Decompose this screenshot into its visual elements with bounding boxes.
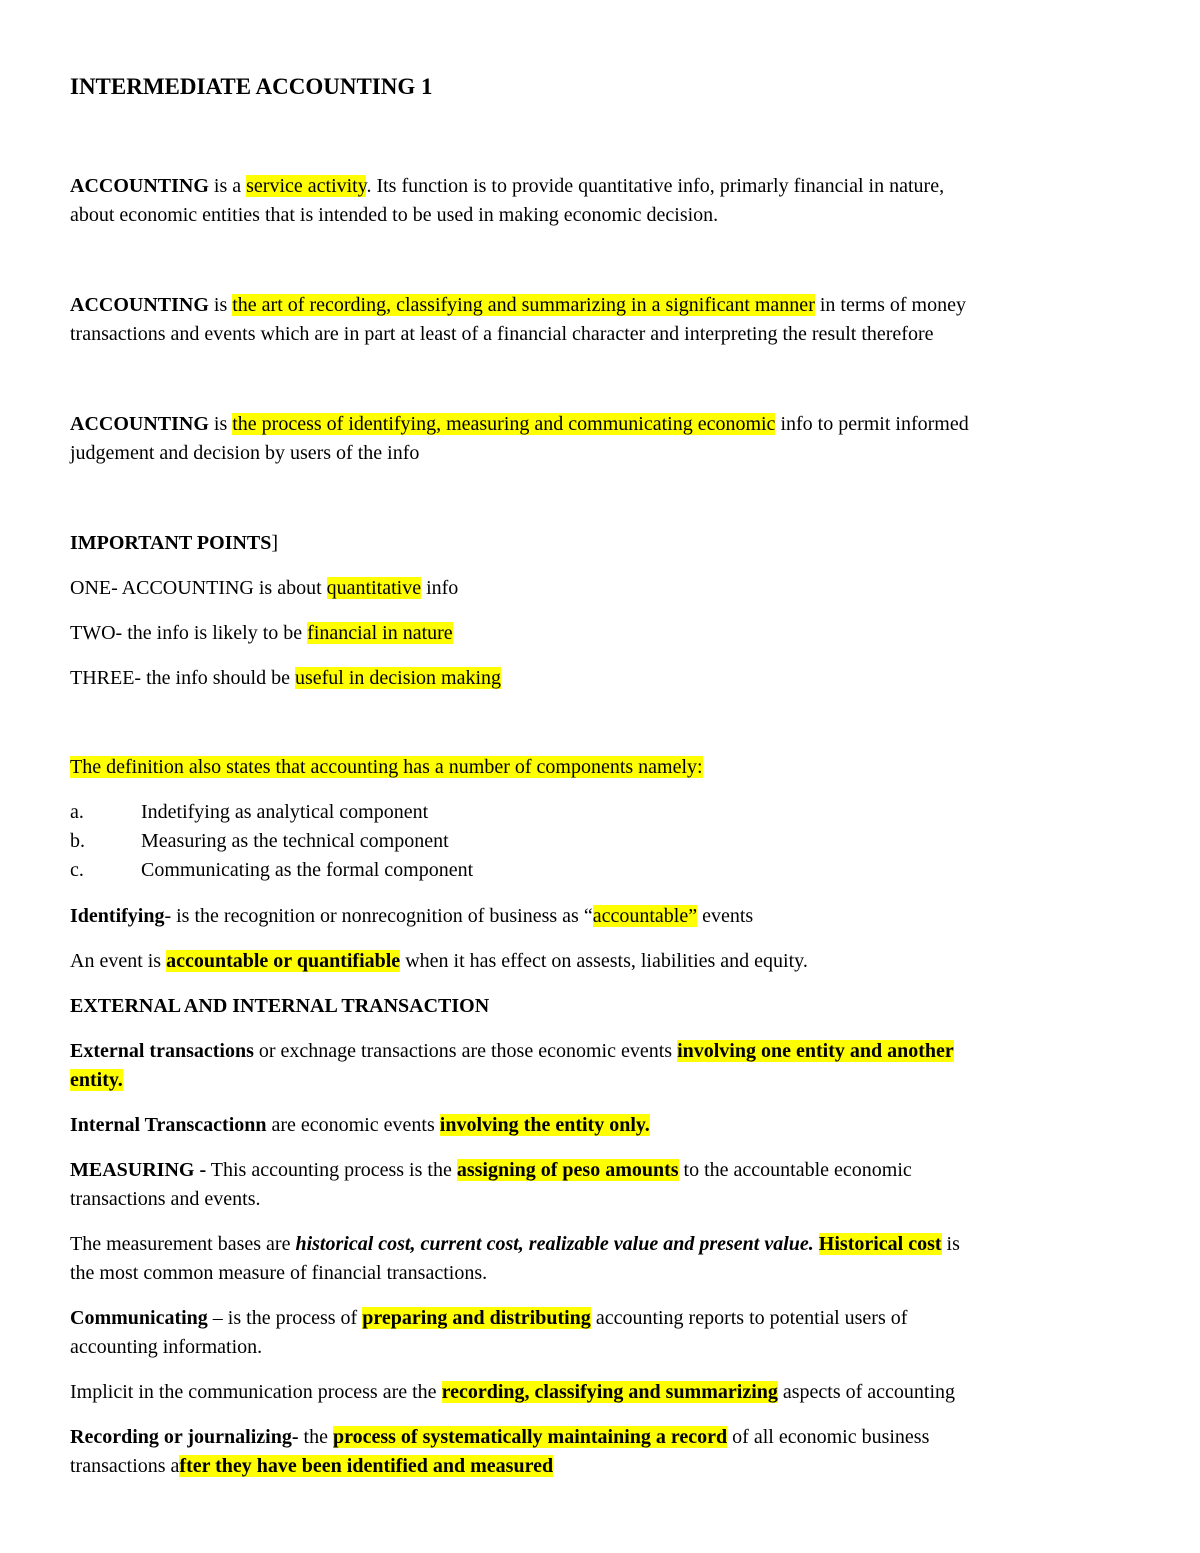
text: the: [298, 1426, 333, 1448]
text: to the accountable economic: [678, 1159, 912, 1181]
important-point-1: [70, 574, 458, 603]
text: is a: [208, 175, 247, 197]
text: or exchnage transactions are those economic events: [253, 1040, 678, 1062]
text: Implicit in the communication process are the: [70, 1381, 442, 1403]
implicit-line: [70, 1378, 955, 1407]
text: info: [421, 577, 459, 599]
highlighted-text: assigning of peso amounts: [456, 1159, 679, 1181]
important-points-heading: [70, 529, 278, 558]
recording-line-2: [70, 1452, 553, 1481]
term: ACCOUNTING: [70, 294, 209, 316]
highlighted-text: service activity: [246, 175, 367, 197]
internal-transactions: [70, 1111, 650, 1140]
text: An event is: [70, 950, 167, 972]
term: Recording or journalizing-: [70, 1426, 299, 1448]
text: – is the process of: [207, 1307, 363, 1329]
document-title: INTERMEDIATE ACCOUNTING 1: [70, 74, 433, 99]
term: External transactions: [70, 1040, 254, 1062]
heading: EXTERNAL AND INTERNAL TRANSACTION: [70, 995, 490, 1017]
measurement-bases-line-1: [70, 1230, 960, 1259]
text: TWO- the info is likely to be: [70, 622, 308, 644]
identifying-definition: [70, 902, 753, 931]
text: THREE- the info should be: [70, 667, 295, 689]
highlighted-text: quantitative: [326, 577, 422, 599]
text: of all economic business: [727, 1426, 930, 1448]
text: transactions a: [70, 1455, 180, 1477]
highlighted-text: The definition also states that accounting has a number of components namely:: [70, 756, 703, 778]
component-item-c: [70, 856, 473, 885]
term: Communicating: [70, 1307, 208, 1329]
definition-1-line-2: about economic entities that is intended to be used in making economic decision.: [70, 204, 719, 226]
highlighted-text: useful in decision making: [294, 667, 502, 689]
term: Identifying: [70, 905, 165, 927]
components-intro: [70, 753, 703, 782]
definition-3-line-2: judgement and decision by users of the info: [70, 442, 420, 464]
communicating-line-1: [70, 1304, 907, 1333]
measuring-line-1: [70, 1156, 912, 1185]
text: is: [941, 1233, 960, 1255]
important-point-3: [70, 664, 501, 693]
definition-3-line-1: [70, 410, 969, 439]
definition-2-line-1: [70, 291, 966, 320]
recording-line-1: [70, 1423, 929, 1452]
highlighted-text: the art of recording, classifying and summarizing in a significant manner: [232, 294, 815, 316]
text: aspects of accounting: [777, 1381, 956, 1403]
highlighted-text: fter they have been identified and measured: [179, 1455, 554, 1477]
text: are economic events: [266, 1114, 440, 1136]
definition-1-line-1: [70, 172, 944, 201]
heading: IMPORTANT POINTS: [70, 532, 272, 554]
bracket: ]: [271, 532, 279, 554]
text: ONE- ACCOUNTING is about: [70, 577, 327, 599]
important-point-2: [70, 619, 453, 648]
term: Internal Transcactionn: [70, 1114, 267, 1136]
list-marker: b.: [70, 830, 85, 852]
text: when it has effect on assests, liabilities and equity.: [400, 950, 808, 972]
italic-text: historical cost, current cost, realizable value and present value.: [295, 1233, 814, 1255]
text: is: [208, 294, 233, 316]
highlighted-text: accountable”: [592, 905, 698, 927]
text: accounting reports to potential users of: [590, 1307, 908, 1329]
component-item-b: [70, 827, 449, 856]
event-definition: [70, 947, 808, 976]
list-item-text: Measuring as the technical component: [141, 830, 449, 852]
list-marker: c.: [70, 859, 84, 881]
highlighted-text: financial in nature: [307, 622, 453, 644]
term: ACCOUNTING: [70, 413, 209, 435]
text: - is the recognition or nonrecognition of business as “: [164, 905, 593, 927]
highlighted-text: entity.: [70, 1069, 123, 1091]
text: events: [697, 905, 754, 927]
external-transactions-line-1: [70, 1037, 954, 1066]
external-transactions-line-2: [70, 1066, 123, 1095]
text: info to permit informed: [775, 413, 969, 435]
highlighted-text: involving the entity only.: [439, 1114, 650, 1136]
text: . Its function is to provide quantitative info, primarly financial in nature,: [366, 175, 945, 197]
highlighted-text: process of systematically maintaining a record: [332, 1426, 728, 1448]
list-item-text: Indetifying as analytical component: [141, 801, 429, 823]
measurement-bases-line-2: the most common measure of financial transactions.: [70, 1262, 488, 1284]
definition-2-line-2: transactions and events which are in part at least of a financial character and interpreting the result therefore: [70, 323, 934, 345]
highlighted-text: recording, classifying and summarizing: [441, 1381, 778, 1403]
highlighted-text: involving one entity and another: [677, 1040, 954, 1062]
text: in terms of money: [814, 294, 966, 316]
communicating-line-2: accounting information.: [70, 1336, 263, 1358]
highlighted-text: Historical cost: [818, 1233, 942, 1255]
text: This accounting process is the: [206, 1159, 457, 1181]
component-item-a: [70, 798, 428, 827]
measuring-line-2: transactions and events.: [70, 1188, 261, 1210]
list-item-text: Communicating as the formal component: [141, 859, 474, 881]
highlighted-text: the process of identifying, measuring and communicating economic: [232, 413, 776, 435]
external-internal-heading: [70, 992, 489, 1021]
highlighted-text: accountable or quantifiable: [166, 950, 401, 972]
highlighted-text: preparing and distributing: [362, 1307, 591, 1329]
text: is: [208, 413, 233, 435]
text: The measurement bases are: [70, 1233, 296, 1255]
term: ACCOUNTING: [70, 175, 209, 197]
term: MEASURING -: [70, 1159, 207, 1181]
list-marker: a.: [70, 801, 84, 823]
